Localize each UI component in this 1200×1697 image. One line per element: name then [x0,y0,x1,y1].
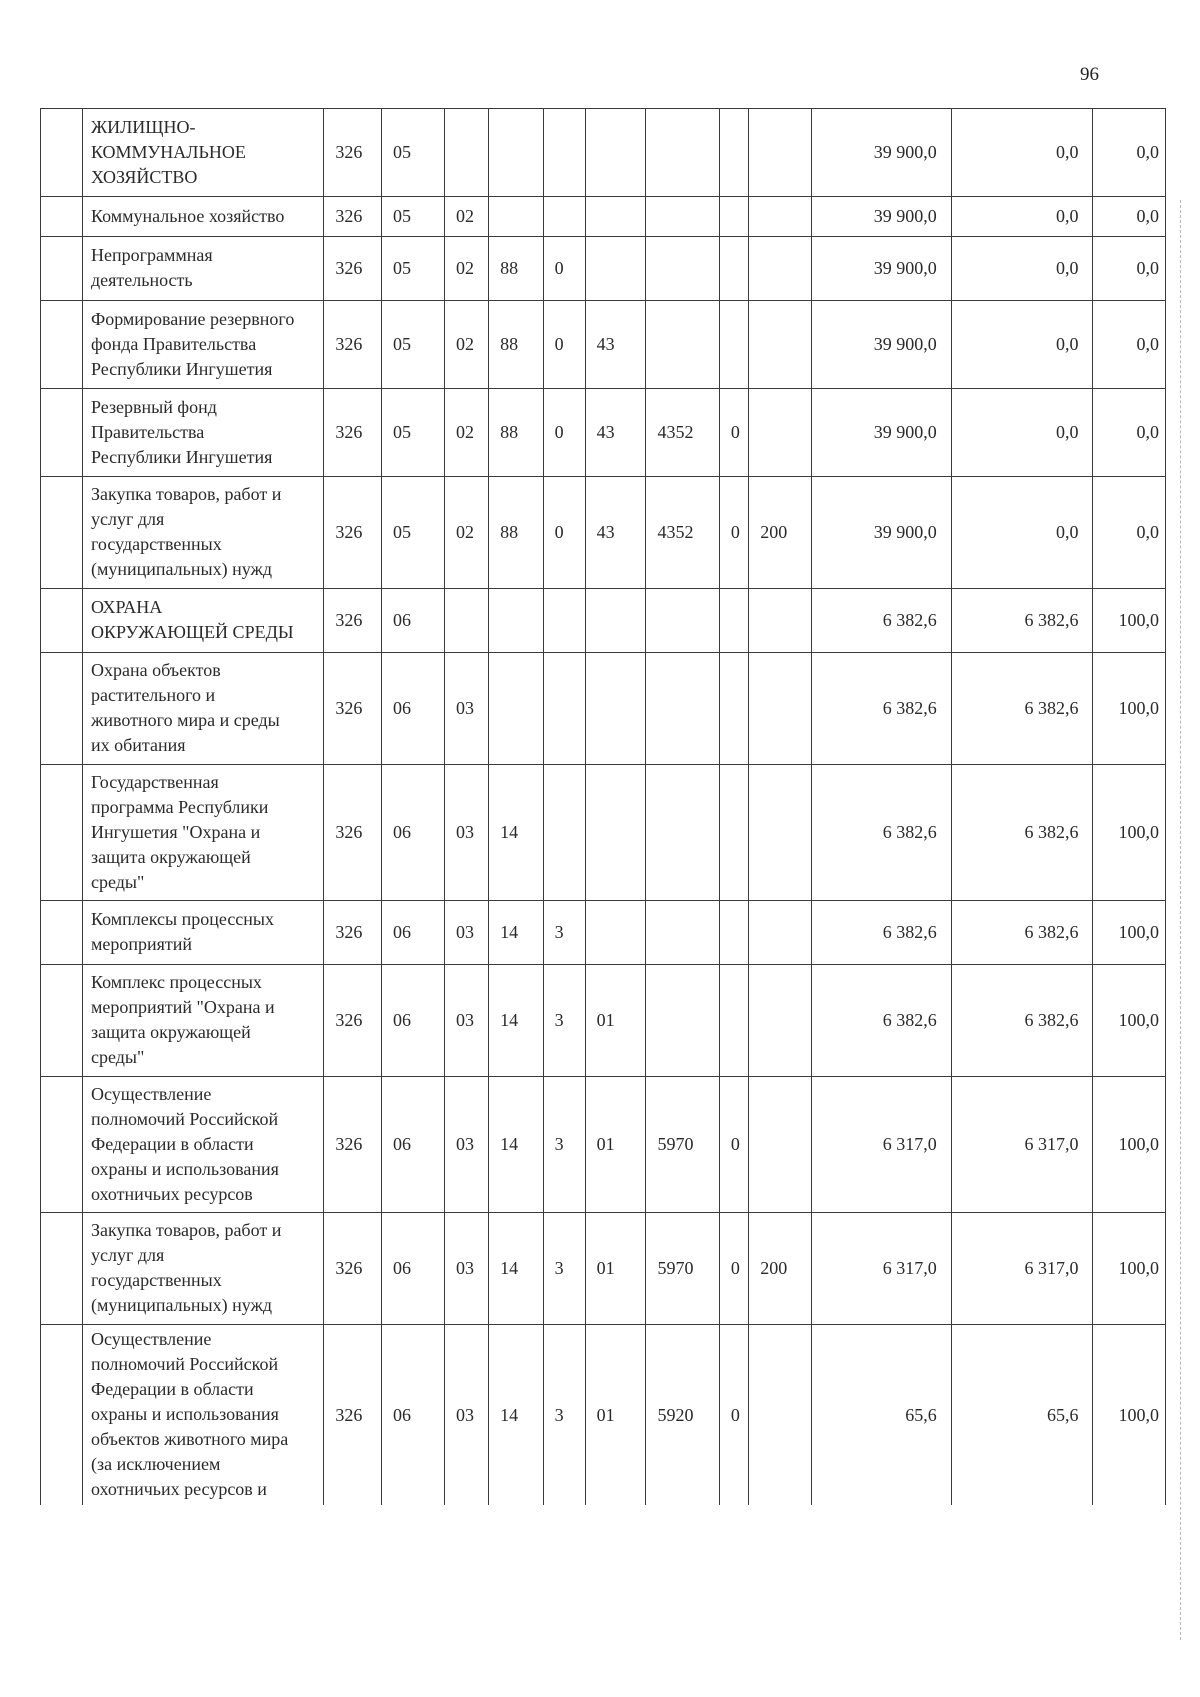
row-code-cell [749,589,812,653]
row-plan-cell: 39 900,0 [812,301,952,389]
row-code-cell: 4352 [646,477,719,589]
row-percent-cell: 0,0 [1093,237,1166,301]
row-code-cell: 326 [324,477,382,589]
row-code-cell [646,765,719,901]
row-name-line: защита окружающей [90,1022,251,1042]
row-code-cell: 14 [489,901,544,965]
table-row [41,1325,1166,1506]
row-blank-cell [41,1213,83,1325]
row-code-cell: 43 [585,389,646,477]
row-code-cell: 200 [749,1213,812,1325]
row-code-cell: 06 [382,1325,445,1506]
row-code-cell [719,965,748,1077]
row-name-cell [82,301,323,389]
row-code-cell: 01 [585,1077,646,1213]
row-blank-cell [41,901,83,965]
row-code-cell [749,1325,812,1506]
row-code-cell: 01 [585,1213,646,1325]
row-name-line: Ингушетия "Охрана и [90,821,261,842]
row-name-cell [82,965,323,1077]
row-code-cell: 3 [543,1325,585,1506]
row-code-cell [749,389,812,477]
row-code-cell [749,965,812,1077]
table-row [41,389,1166,477]
row-name-line: среды" [90,871,145,892]
row-name-cell [82,477,323,589]
row-code-cell: 43 [585,477,646,589]
row-code-cell: 05 [382,109,445,197]
row-name-line: Осуществление [90,1083,212,1104]
row-blank-cell [41,965,83,1077]
row-name-line: Правительства [90,421,205,442]
row-code-cell [749,765,812,901]
row-code-cell: 03 [445,1213,489,1325]
row-exec-cell: 6 317,0 [951,1213,1093,1325]
row-code-cell [719,109,748,197]
row-code-cell [646,589,719,653]
row-code-cell [543,765,585,901]
row-code-cell [646,109,719,197]
row-code-cell: 03 [445,1325,489,1506]
row-plan-cell: 6 382,6 [812,653,952,765]
row-percent-cell: 100,0 [1093,1325,1166,1506]
row-code-cell [646,301,719,389]
row-percent-cell: 100,0 [1093,1077,1166,1213]
row-name-line: КОММУНАЛЬНОЕ [90,141,246,162]
row-name-line: Федерации в области [90,1379,254,1399]
row-name-line: объектов животного мира [90,1429,289,1449]
row-code-cell: 0 [543,477,585,589]
row-code-cell: 326 [324,1213,382,1325]
row-code-cell: 326 [324,237,382,301]
row-blank-cell [41,109,83,197]
row-name-line: защита окружающей [90,846,251,867]
row-name-cell [82,589,323,653]
row-name-line: мероприятий [90,934,193,954]
row-code-cell: 5920 [646,1325,719,1506]
row-code-cell: 01 [585,965,646,1077]
row-code-cell [646,901,719,965]
row-code-cell [646,197,719,237]
row-plan-cell: 39 900,0 [812,109,952,197]
row-blank-cell [41,653,83,765]
row-code-cell [445,589,489,653]
row-plan-cell: 6 382,6 [812,901,952,965]
row-code-cell [489,197,544,237]
row-plan-cell: 6 382,6 [812,765,952,901]
row-code-cell: 14 [489,1325,544,1506]
row-code-cell [749,237,812,301]
row-code-cell: 05 [382,389,445,477]
row-exec-cell: 6 382,6 [951,589,1093,653]
row-code-cell [719,237,748,301]
row-code-cell: 02 [445,197,489,237]
row-code-cell: 06 [382,765,445,901]
row-exec-cell: 65,6 [951,1325,1093,1506]
row-name-cell [82,653,323,765]
row-name-line: Республики Ингушетия [90,358,273,379]
row-code-cell: 05 [382,197,445,237]
row-code-cell [749,901,812,965]
page-number: 96 [1080,64,1099,85]
row-code-cell: 326 [324,901,382,965]
row-name-cell [82,1077,323,1213]
row-exec-cell: 6 382,6 [951,965,1093,1077]
row-name-line: (муниципальных) нужд [90,1295,273,1315]
table-row [41,301,1166,389]
row-blank-cell [41,1077,83,1213]
table-row [41,589,1166,653]
row-code-cell [489,109,544,197]
row-exec-cell: 6 382,6 [951,765,1093,901]
table-row [41,1213,1166,1325]
row-name-cell [82,765,323,901]
row-percent-cell: 100,0 [1093,765,1166,901]
table-row [41,197,1166,237]
row-name-line: Государственная [90,771,219,792]
row-name-line: ОХРАНА [90,597,163,617]
row-code-cell: 5970 [646,1213,719,1325]
row-exec-cell: 6 382,6 [951,653,1093,765]
row-blank-cell [41,589,83,653]
row-name-line: Охрана объектов [90,660,221,680]
row-code-cell: 326 [324,1077,382,1213]
table-row [41,765,1166,901]
row-plan-cell: 6 317,0 [812,1077,952,1213]
table-row [41,653,1166,765]
row-code-cell: 14 [489,1213,544,1325]
row-code-cell: 326 [324,965,382,1077]
table-row [41,1077,1166,1213]
table-body [41,109,1166,1506]
row-name-line: ХОЗЯЙСТВО [90,166,198,187]
row-code-cell: 326 [324,1325,382,1506]
row-code-cell [749,197,812,237]
row-code-cell: 06 [382,901,445,965]
row-name-cell [82,1213,323,1325]
row-blank-cell [41,237,83,301]
row-name-line: мероприятий "Охрана и [90,997,275,1017]
row-exec-cell: 6 382,6 [951,901,1093,965]
table-row [41,965,1166,1077]
row-code-cell: 88 [489,477,544,589]
row-code-cell [585,109,646,197]
row-code-cell: 06 [382,653,445,765]
row-code-cell: 3 [543,901,585,965]
row-code-cell [719,197,748,237]
row-code-cell: 200 [749,477,812,589]
row-code-cell: 4352 [646,389,719,477]
row-code-cell: 0 [719,1325,748,1506]
row-name-line: охотничьих ресурсов и [90,1479,267,1499]
row-exec-cell: 0,0 [951,109,1093,197]
row-code-cell [445,109,489,197]
row-code-cell [749,1077,812,1213]
row-percent-cell: 0,0 [1093,389,1166,477]
row-code-cell: 02 [445,301,489,389]
row-name-line: государственных [90,1270,222,1290]
row-plan-cell: 39 900,0 [812,389,952,477]
row-code-cell: 14 [489,1077,544,1213]
row-name-line: услуг для [90,1245,165,1265]
row-code-cell: 03 [445,965,489,1077]
row-code-cell [749,109,812,197]
row-blank-cell [41,389,83,477]
row-code-cell [543,653,585,765]
row-blank-cell [41,197,83,237]
row-name-cell [82,1325,323,1506]
row-code-cell: 0 [719,389,748,477]
row-code-cell: 03 [445,901,489,965]
row-code-cell: 326 [324,765,382,901]
row-code-cell [489,589,544,653]
row-code-cell [543,197,585,237]
row-exec-cell: 0,0 [951,389,1093,477]
row-plan-cell: 39 900,0 [812,237,952,301]
row-name-line: их обитания [90,735,186,755]
row-code-cell [719,589,748,653]
row-code-cell: 06 [382,1213,445,1325]
row-code-cell: 0 [543,237,585,301]
row-code-cell [585,197,646,237]
row-code-cell: 43 [585,301,646,389]
row-code-cell: 0 [543,389,585,477]
row-name-line: ЖИЛИЩНО- [90,116,196,137]
row-code-cell: 3 [543,1213,585,1325]
row-code-cell: 88 [489,301,544,389]
row-code-cell [719,653,748,765]
row-blank-cell [41,301,83,389]
row-plan-cell: 6 317,0 [812,1213,952,1325]
row-code-cell: 326 [324,301,382,389]
row-code-cell: 326 [324,389,382,477]
row-code-cell [646,965,719,1077]
row-name-line: животного мира и среды [90,710,280,730]
row-code-cell [646,237,719,301]
row-code-cell [719,301,748,389]
row-name-line: Федерации в области [90,1133,254,1154]
row-code-cell: 03 [445,1077,489,1213]
row-name-line: Республики Ингушетия [90,446,273,467]
row-code-cell: 0 [719,477,748,589]
row-name-line: охраны и использования [90,1404,279,1424]
row-name-cell [82,237,323,301]
row-code-cell: 03 [445,653,489,765]
row-code-cell: 3 [543,1077,585,1213]
row-plan-cell: 39 900,0 [812,477,952,589]
row-plan-cell: 39 900,0 [812,197,952,237]
row-blank-cell [41,477,83,589]
row-code-cell [543,589,585,653]
row-name-line: (муниципальных) нужд [90,559,273,579]
row-percent-cell: 100,0 [1093,653,1166,765]
row-plan-cell: 65,6 [812,1325,952,1506]
row-name-line: Комплекс процессных [90,972,262,992]
row-blank-cell [41,765,83,901]
row-code-cell: 06 [382,1077,445,1213]
table-row [41,109,1166,197]
row-code-cell [585,237,646,301]
table-row [41,901,1166,965]
row-name-cell [82,197,323,237]
row-name-line: программа Республики [90,796,269,817]
row-name-line: растительного и [90,685,216,705]
row-name-line: Резервный фонд [90,396,217,417]
row-code-cell: 88 [489,389,544,477]
row-name-line: Закупка товаров, работ и [90,484,282,504]
row-code-cell: 06 [382,965,445,1077]
row-name-line: Закупка товаров, работ и [90,1220,282,1240]
row-plan-cell: 6 382,6 [812,965,952,1077]
row-percent-cell: 100,0 [1093,965,1166,1077]
row-code-cell [585,653,646,765]
table-row [41,477,1166,589]
row-percent-cell: 0,0 [1093,197,1166,237]
row-code-cell [585,765,646,901]
row-code-cell [585,589,646,653]
row-code-cell: 326 [324,653,382,765]
row-code-cell [719,765,748,901]
row-code-cell [585,901,646,965]
row-name-cell [82,109,323,197]
row-code-cell: 02 [445,237,489,301]
row-exec-cell: 6 317,0 [951,1077,1093,1213]
row-name-cell [82,901,323,965]
row-code-cell: 06 [382,589,445,653]
row-code-cell: 01 [585,1325,646,1506]
row-exec-cell: 0,0 [951,301,1093,389]
row-percent-cell: 0,0 [1093,301,1166,389]
row-code-cell [749,301,812,389]
row-code-cell: 03 [445,765,489,901]
row-name-line: охраны и использования [90,1158,279,1179]
row-name-line: Осуществление [90,1329,212,1349]
row-code-cell [489,653,544,765]
row-percent-cell: 100,0 [1093,1213,1166,1325]
row-name-line: Коммунальное хозяйство [90,205,285,226]
row-percent-cell: 100,0 [1093,901,1166,965]
row-code-cell: 88 [489,237,544,301]
row-code-cell: 02 [445,389,489,477]
row-name-line: Формирование резервного [90,308,295,329]
row-exec-cell: 0,0 [951,477,1093,589]
row-code-cell: 326 [324,589,382,653]
row-percent-cell: 0,0 [1093,109,1166,197]
row-code-cell: 0 [719,1077,748,1213]
row-exec-cell: 0,0 [951,197,1093,237]
row-plan-cell: 6 382,6 [812,589,952,653]
row-code-cell: 14 [489,965,544,1077]
row-name-line: охотничьих ресурсов [90,1183,253,1204]
row-percent-cell: 100,0 [1093,589,1166,653]
row-code-cell: 02 [445,477,489,589]
row-name-line: государственных [90,534,222,554]
row-code-cell: 326 [324,197,382,237]
row-code-cell [749,653,812,765]
budget-table [40,108,1166,1505]
row-code-cell [646,653,719,765]
row-name-line: деятельность [90,270,193,290]
row-code-cell: 3 [543,965,585,1077]
row-name-line: ОКРУЖАЮЩЕЙ СРЕДЫ [90,622,294,642]
row-percent-cell: 0,0 [1093,477,1166,589]
row-code-cell: 326 [324,109,382,197]
row-code-cell: 05 [382,237,445,301]
row-code-cell: 14 [489,765,544,901]
scan-edge-line [1180,200,1181,1640]
row-code-cell: 0 [719,1213,748,1325]
row-name-cell [82,389,323,477]
row-name-line: полномочий Российской [90,1354,279,1374]
row-exec-cell: 0,0 [951,237,1093,301]
row-name-line: (за исключением [90,1454,221,1474]
row-code-cell [543,109,585,197]
row-name-line: полномочий Российской [90,1108,279,1129]
row-blank-cell [41,1325,83,1506]
row-code-cell: 05 [382,301,445,389]
row-name-line: Непрограммная [90,245,213,265]
row-code-cell: 5970 [646,1077,719,1213]
row-code-cell: 05 [382,477,445,589]
row-name-line: среды" [90,1047,145,1067]
table-row [41,237,1166,301]
row-name-line: фонда Правительства [90,333,257,354]
row-code-cell: 0 [543,301,585,389]
row-name-line: услуг для [90,509,165,529]
row-name-line: Комплексы процессных [90,909,275,929]
row-code-cell [719,901,748,965]
